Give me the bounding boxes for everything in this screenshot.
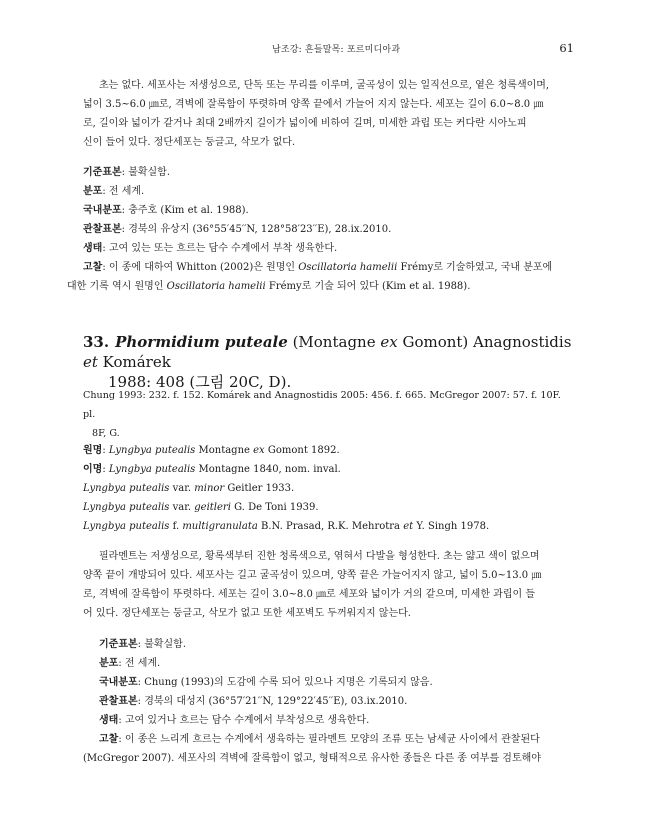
taxon-name: Oscillatoria hamelii [298, 262, 398, 273]
species-name: Phormidium puteale [115, 333, 288, 351]
synonym-basionym: 원명: Lyngbya putealis Montagne ex Gomont 1892. [83, 445, 340, 456]
taxon-name: Oscillatoria hamelii [166, 281, 266, 292]
intro-paragraph [83, 76, 571, 152]
field-domestic-distribution [83, 201, 571, 220]
taxon-name: Lyngbya putealis [108, 464, 196, 475]
synonym-item: Lyngbya putealis var. geitleri G. De Toni 1939. [83, 502, 319, 513]
text-line: 필라멘트는 저생성으로, 황록색부터 진한 청록색으로, 엮혀서 다발을 형성한다. 초는 얇고 색이 없으며 [99, 551, 540, 562]
text-line: 초는 없다. 세포사는 저생성으로, 단독 또는 무리를 이루며, 굴곡성이 있는 일직선으로, 옅은 청록색이며, [99, 80, 550, 91]
synonym-item: 이명: Lyngbya putealis Montagne 1840, nom. inval. [83, 464, 341, 475]
taxon-name: Lyngbya putealis [83, 502, 170, 513]
text-line: 로, 격벽에 잘록함이 뚜렷하다. 세포는 길이 3.0~8.0 ㎛로 세포와 넓이가 거의 같으며, 미세한 과립이 들 [83, 589, 535, 600]
field-label: 기준표본 [99, 639, 138, 650]
field-domestic-distribution [83, 673, 571, 692]
reference-line: Chung 1993: 232. f. 152. Komárek and Anagnostidis 2005: 456. f. 665. McGregor 2007: 57. f. 10F. pl. [83, 390, 561, 420]
species-heading: 33. Phormidium puteale (Montagne ex Gomont) Anagnostidis et Komárek 1988: 408 (그림 20C, D). [83, 333, 572, 391]
field-label: 기준표본 [83, 167, 122, 178]
text-line: 대한 기록 역시 원명인 Oscillatoria hamelii Frémy로 기술 되어 있다 (Kim et al. 1988). [67, 281, 471, 292]
field-remark [83, 730, 571, 749]
text-line: 어 있다. 정단세포는 둥글고, 삭모가 없고 또한 세포벽도 두꺼워지지 않는다. [83, 608, 411, 619]
synonym-list [83, 441, 571, 536]
field-distribution [83, 182, 571, 201]
description-paragraph [83, 547, 571, 623]
field-type-specimen [83, 635, 571, 654]
field-value: : 고여 있거나 흐르는 담수 수계에서 부착성으로 생육한다. [118, 715, 370, 726]
field-distribution [83, 654, 571, 673]
field-label: 고찰 [83, 262, 103, 273]
field-label: 생태 [99, 715, 119, 726]
synonym-item: Lyngbya putealis var. minor Geitler 1933. [83, 483, 295, 494]
field-observed-specimen [83, 220, 571, 239]
field-type-specimen [83, 163, 571, 182]
references [83, 386, 571, 443]
field-label: 생태 [83, 243, 103, 254]
species-citation: 1988: 408 (그림 20C, D). [108, 373, 292, 391]
field-label: 국내분포 [83, 205, 122, 216]
field-ecology [83, 239, 571, 258]
running-head: 남조강: 흔들말목: 포르미디아과 [272, 45, 401, 55]
field-label: 국내분포 [99, 677, 138, 688]
species-fields [83, 635, 571, 768]
field-label: 고찰 [99, 734, 119, 745]
text-line: 넓이 3.5~6.0 ㎛로, 격벽에 잘록함이 뚜렷하며 양쪽 끝에서 가늘어 지지 않는다. 세포는 길이 6.0~8.0 ㎛ [83, 99, 544, 110]
field-value: : 경북의 유상지 (36°55′45′′N, 128°58′23′′E), 28.ix.2010. [121, 224, 392, 235]
field-ecology [83, 711, 571, 730]
field-value: : 이 종은 느리게 흐르는 수계에서 생육하는 필라멘트 모양의 조류 또는 남세균 사이에서 관찰된다 [118, 734, 540, 745]
page-number: 61 [559, 41, 574, 55]
field-value: : Chung (1993)의 도감에 수록 되어 있으나 지명은 기록되지 않음. [137, 677, 433, 688]
field-value: : 고여 있는 또는 흐르는 담수 수계에서 부착 생육한다. [102, 243, 338, 254]
field-label: 관찰표본 [83, 224, 122, 235]
text-line: 양쪽 끝이 개방되어 있다. 세포사는 길고 굴곡성이 있으며, 양쪽 끝은 가늘어지지 않고, 넓이 5.0~13.0 ㎛ [83, 570, 542, 581]
synonym-item: Lyngbya putealis f. multigranulata B.N. Prasad, R.K. Mehrotra et Y. Singh 1978. [83, 521, 490, 532]
text-line: (McGregor 2007). 세포사의 격벽에 잘록함이 없고, 형태적으로 유사한 종들은 다른 종 여부를 검토해야 [83, 753, 541, 764]
field-value: : 전 세계. [118, 658, 161, 669]
field-label: 분포 [99, 658, 119, 669]
reference-line: 8F, G. [92, 428, 120, 439]
taxon-name: Lyngbya putealis [83, 521, 170, 532]
field-label: 관찰표본 [99, 696, 138, 707]
field-value: : 경북의 대성지 (36°57′21′′N, 129°22′45′′E), 03.ix.2010. [137, 696, 408, 707]
field-value: : 충주호 (Kim et al. 1988). [121, 205, 249, 216]
field-observed-specimen [83, 692, 571, 711]
taxon-name: Lyngbya putealis [83, 483, 170, 494]
field-value: : 전 세계. [102, 186, 145, 197]
field-value: : 불확실함. [137, 639, 187, 650]
field-label: 분포 [83, 186, 103, 197]
taxon-name: Lyngbya putealis [108, 445, 196, 456]
species-number: 33. [83, 333, 110, 351]
field-value: : 불확실함. [121, 167, 171, 178]
field-remark: 고찰: 이 종에 대하여 Whitton (2002)은 원명인 Oscillatoria hamelii Frémy로 기술하였고, 국내 분포에 [83, 262, 553, 273]
text-line: 로, 길이와 넓이가 같거나 최대 2배까지 길이가 넓이에 비하여 길며, 미세한 과립 또는 커다란 시아노피 [83, 118, 527, 129]
text-line: 신이 들어 있다. 정단세포는 둥글고, 삭모가 없다. [83, 137, 296, 148]
previous-species-fields [67, 163, 571, 296]
